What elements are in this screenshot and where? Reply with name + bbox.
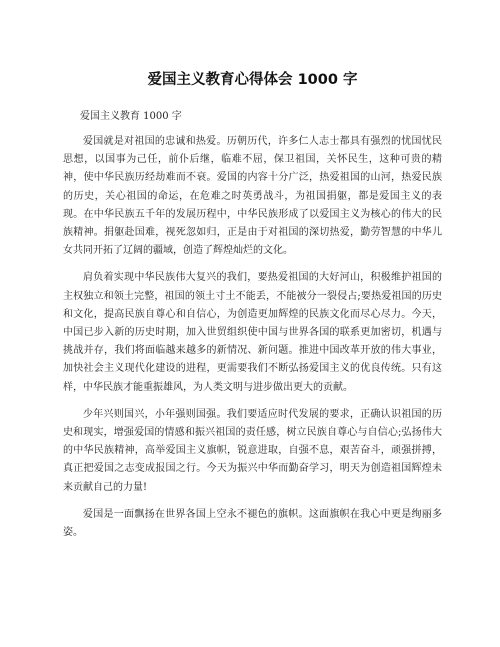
paragraph-2: 肩负着实现中华民族伟大复兴的我们，要热爱祖国的大好河山，积极维护祖国的主权独立和领土完整，祖国的领土寸土不能丢，不能被分一裂侵占;要热爱祖国的历史和文化，提高民族自尊心和自信心，为创造更加辉煌的民族文化而尽心尽力。今天，中国已步入新的历史时期，加入世贸组织使中国与世界各国的联系更加密切，机遇与挑战并存，我们将面临越来越多的新情况、新问题。推进中国改革开放的伟大事业，加快社会主义现代化建设的进程，更需要我们不断弘扬爱国主义的优良传统。只有这样，中华民族才能重振雄风，为人类文明与进步做出更大的贡献。 xyxy=(63,272,442,393)
paragraph-3: 少年兴则国兴，小年强则国强。我们要适应时代发展的要求，正确认识祖国的历史和现实，增强爱国的情感和振兴祖国的责任感，树立民族自尊心与自信心;弘扬伟大的中华民族精神，高举爱国主义旗帜，锐意进取，自强不息，艰苦奋斗，顽强拼搏，真正把爱国之志变成报国之行。今天为振兴中华而勤奋学习，明天为创造祖国辉煌未来贡献自己的力量! xyxy=(63,408,442,493)
paragraph-1: 爱国就是对祖国的忠诚和热爱。历朝历代，许多仁人志士都具有强烈的忧国忧民思想，以国事为己任，前仆后继，临难不屈，保卫祖国，关怀民生，这种可贵的精神，使中华民族历经劫难而不衰。爱国的内容十分广泛，热爱祖国的山河，热爱民族的历史，关心祖国的命运，在危难之时英勇战斗，为祖国捐躯，都是爱国主义的表现。在中华民族五千年的发展历程中，中华民族形成了以爱国主义为核心的伟大的民族精神。捐躯赴国难，视死忽如归，正是由于对祖国的深切热爱，勤劳智慧的中华儿女共同开拓了辽阔的疆域，创造了辉煌灿烂的文化。 xyxy=(63,136,442,257)
document-title: 爱国主义教育心得体会 1000 字 xyxy=(147,72,358,88)
document-subtitle: 爱国主义教育 1000 字 xyxy=(80,111,182,122)
paragraph-4: 爱国是一面飘扬在世界各国上空永不褪色的旗帜。这面旗帜在我心中更是绚丽多姿。 xyxy=(63,508,442,539)
